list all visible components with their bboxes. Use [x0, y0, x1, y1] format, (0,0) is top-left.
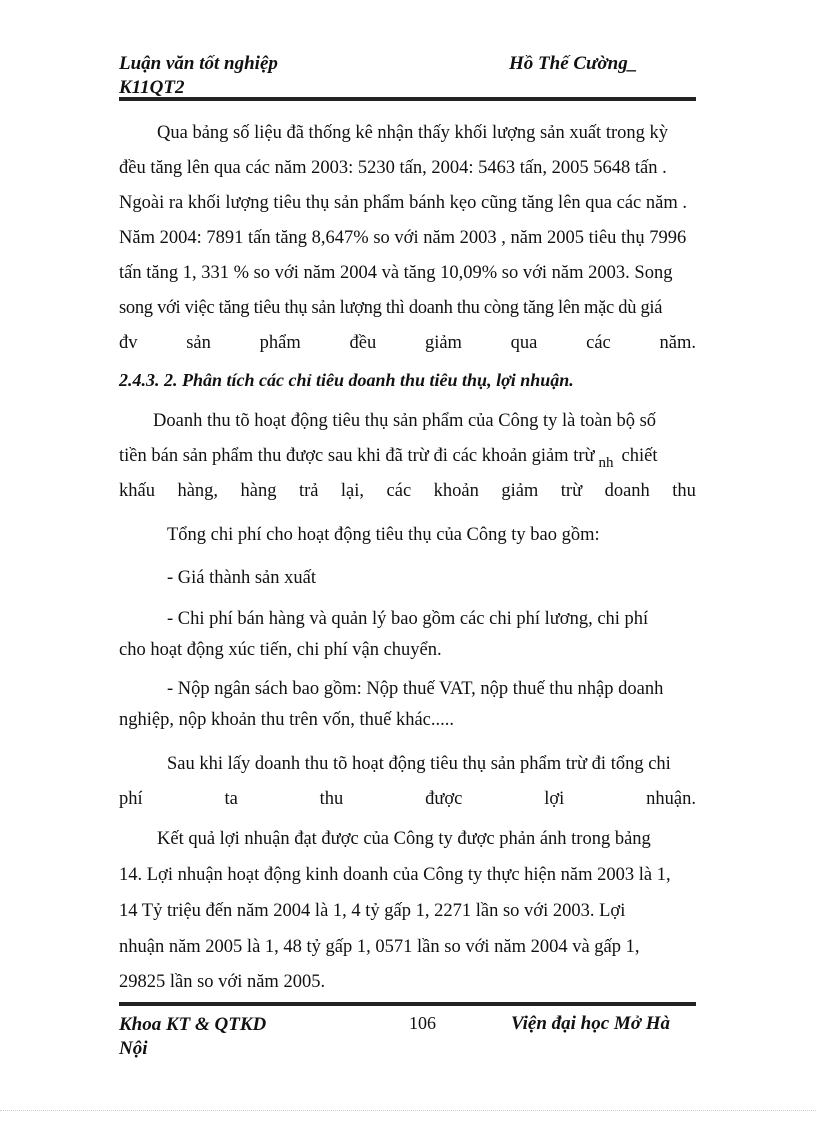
- word: qua: [510, 333, 538, 353]
- p1-line-1: Qua bảng số liệu đã thống kê nhận thấy khối lượng sản xuất trong kỳ: [157, 123, 668, 143]
- page-edge: [0, 1110, 816, 1111]
- word: lại,: [340, 481, 365, 501]
- p5-line-4: nhuận năm 2005 là 1, 48 tỷ gấp 1, 0571 lần so với năm 2004 và gấp 1,: [119, 937, 640, 957]
- p1-line-3: Ngoài ra khối lượng tiêu thụ sản phẩm bánh kẹo cũng tăng lên qua các năm .: [119, 193, 687, 213]
- header-rule: [119, 97, 696, 101]
- class-code: K11QT2: [119, 77, 185, 98]
- word: đều: [349, 333, 377, 353]
- word: được: [425, 789, 463, 809]
- p2-line-2-main: tiền bán sản phẩm thu được sau khi đã trừ đi các khoản giảm trừ: [119, 446, 595, 466]
- thesis-label: Luận văn tốt nghiệp: [119, 53, 278, 74]
- p1-line-6: song với việc tăng tiêu thụ sản lượng thì doanh thu còng tăng lên mặc dù giá: [119, 298, 663, 318]
- footer-rule: [119, 1002, 696, 1006]
- p2-line-3: [119, 481, 696, 502]
- list-item-2-line-2: cho hoạt động xúc tiến, chi phí vận chuyển.: [119, 640, 442, 660]
- institute-name: Viện đại học Mở Hà: [511, 1013, 671, 1034]
- list-item-1: - Giá thành sản xuất: [167, 568, 316, 588]
- p1-line-5: tấn tăng 1, 331 % so với năm 2004 và tăng 10,09% so với năm 2003. Song: [119, 263, 673, 283]
- p2-line-1: Doanh thu tõ hoạt động tiêu thụ sản phẩm của Công ty là toàn bộ số: [153, 411, 657, 431]
- subscript-fragment: nh: [598, 455, 614, 471]
- list-item-3-line-2: nghiệp, nộp khoản thu trên vốn, thuế khác.....: [119, 710, 454, 730]
- p5-line-2: 14. Lợi nhuận hoạt động kinh doanh của Công ty thực hiện năm 2003 là 1,: [119, 865, 671, 885]
- word: sản: [186, 333, 211, 353]
- p1-line-7: [119, 333, 696, 354]
- word: trừ: [560, 481, 583, 501]
- word: hàng,: [177, 481, 219, 501]
- word: hàng: [240, 481, 277, 501]
- word: giảm: [501, 481, 539, 501]
- p2-line-2-end: chiết: [621, 446, 658, 466]
- word: lợi: [544, 789, 565, 809]
- word: ta: [224, 789, 238, 809]
- p4-line-2: [119, 789, 696, 810]
- page-number: 106: [409, 1013, 436, 1033]
- word: giảm: [424, 333, 462, 353]
- section-heading: 2.4.3. 2. Phân tích các chỉ tiêu doanh thu tiêu thụ, lợi nhuận.: [119, 370, 574, 390]
- p4-line-1: Sau khi lấy doanh thu tõ hoạt động tiêu thụ sản phẩm trừ đi tổng chi: [167, 754, 671, 774]
- list-item-3-line-1: - Nộp ngân sách bao gồm: Nộp thuế VAT, nộp thuế thu nhập doanh: [167, 679, 664, 699]
- word: trả: [298, 481, 319, 501]
- word: thu: [319, 789, 344, 809]
- word: các: [586, 333, 611, 353]
- word: thu: [672, 481, 696, 501]
- p1-line-2: đều tăng lên qua các năm 2003: 5230 tấn, 2004: 5463 tấn, 2005 5648 tấn .: [119, 158, 667, 178]
- word: các: [386, 481, 412, 501]
- word: doanh: [604, 481, 650, 501]
- list-item-2-line-1: - Chi phí bán hàng và quản lý bao gồm các chi phí lương, chi phí: [167, 609, 649, 629]
- p2-line-2: [119, 446, 696, 471]
- faculty-name-cont: Nội: [119, 1038, 148, 1059]
- p5-line-5: 29825 lần so với năm 2005.: [119, 972, 326, 992]
- word: nhuận.: [646, 789, 696, 809]
- word: khoản: [433, 481, 479, 501]
- costs-intro: Tổng chi phí cho hoạt động tiêu thụ của Công ty bao gồm:: [167, 525, 600, 545]
- word: phí: [119, 789, 143, 809]
- p5-line-1: Kết quả lợi nhuận đạt được của Công ty được phản ánh trong bảng: [157, 829, 651, 849]
- header-left: [119, 52, 278, 100]
- faculty-name: Khoa KT & QTKD: [119, 1014, 267, 1035]
- word: khấu: [119, 481, 155, 501]
- p1-line-4: Năm 2004: 7891 tấn tăng 8,647% so với năm 2003 , năm 2005 tiêu thụ 7996: [119, 228, 687, 248]
- word: năm.: [659, 333, 696, 353]
- p5-line-3: 14 Tỷ triệu đến năm 2004 là 1, 4 tỷ gấp 1, 2271 lần so với 2003. Lợi: [119, 901, 626, 921]
- author-name: Hồ Thế Cường_: [509, 53, 638, 74]
- word: phẩm: [259, 333, 301, 353]
- footer-left: [119, 1013, 266, 1061]
- word: đv: [119, 333, 138, 353]
